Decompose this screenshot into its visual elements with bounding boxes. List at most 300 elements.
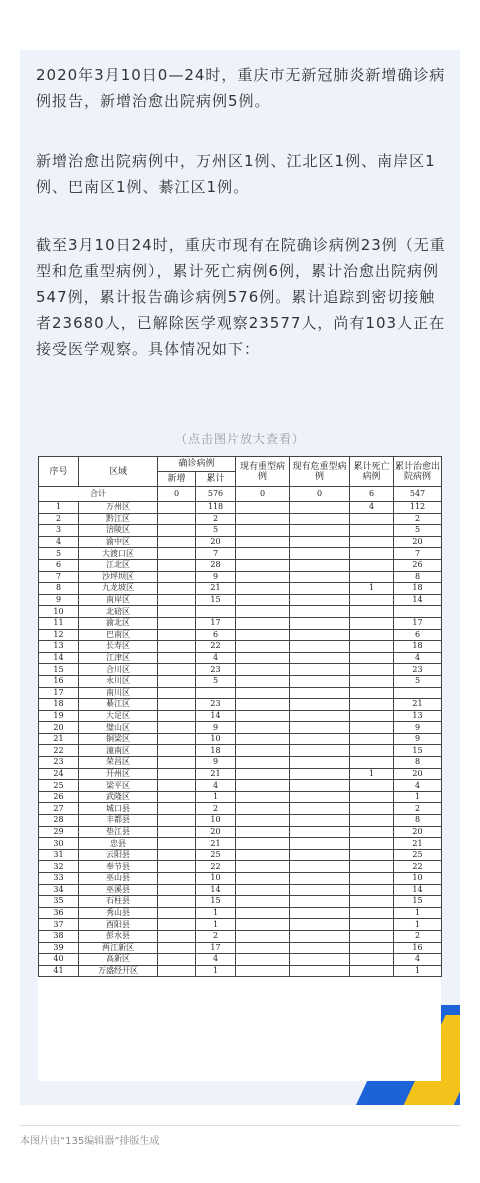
row-severe [236, 675, 290, 687]
row-district: 梁平区 [79, 780, 158, 792]
row-district: 江津区 [79, 652, 158, 664]
row-critical [290, 861, 350, 873]
row-death [350, 687, 394, 699]
total-death: 6 [350, 487, 394, 502]
table-row [39, 699, 442, 711]
row-cum: 17 [196, 942, 236, 954]
row-death [350, 675, 394, 687]
case-table-image[interactable] [38, 456, 441, 1081]
row-severe [236, 907, 290, 919]
row-cum: 2 [196, 930, 236, 942]
row-cum: 5 [196, 525, 236, 537]
table-row [39, 502, 442, 514]
row-severe [236, 942, 290, 954]
row-cum: 25 [196, 849, 236, 861]
row-new [158, 617, 196, 629]
row-new [158, 699, 196, 711]
row-cum: 1 [196, 965, 236, 977]
row-death [350, 571, 394, 583]
table-row [39, 745, 442, 757]
row-critical [290, 873, 350, 885]
row-no: 8 [39, 583, 79, 595]
row-cum: 15 [196, 594, 236, 606]
row-no: 21 [39, 733, 79, 745]
row-critical [290, 699, 350, 711]
row-death [350, 873, 394, 885]
table-row [39, 617, 442, 629]
header-death: 累计死亡病例 [350, 457, 394, 487]
row-no: 9 [39, 594, 79, 606]
row-critical [290, 757, 350, 769]
row-cured: 18 [394, 641, 442, 653]
row-critical [290, 513, 350, 525]
row-cured: 7 [394, 548, 442, 560]
row-critical [290, 849, 350, 861]
row-cum: 14 [196, 884, 236, 896]
row-severe [236, 571, 290, 583]
row-no: 36 [39, 907, 79, 919]
row-district: 渝北区 [79, 617, 158, 629]
row-cum: 1 [196, 907, 236, 919]
row-death: 1 [350, 768, 394, 780]
footer [20, 1125, 460, 1147]
row-new [158, 838, 196, 850]
row-district: 南岸区 [79, 594, 158, 606]
header-critical: 现有危重型病例 [290, 457, 350, 487]
row-death [350, 884, 394, 896]
row-district: 潼南区 [79, 745, 158, 757]
row-new [158, 525, 196, 537]
row-new [158, 733, 196, 745]
table-row [39, 722, 442, 734]
row-critical [290, 536, 350, 548]
row-cured: 15 [394, 896, 442, 908]
row-new [158, 954, 196, 966]
row-cured: 25 [394, 849, 442, 861]
row-severe [236, 838, 290, 850]
row-death: 4 [350, 502, 394, 514]
row-cum: 9 [196, 571, 236, 583]
row-cured: 16 [394, 942, 442, 954]
footer-credit: 本图片由“135编辑器”排版生成 [20, 1136, 160, 1147]
row-new [158, 768, 196, 780]
row-severe [236, 652, 290, 664]
row-new [158, 641, 196, 653]
row-severe [236, 826, 290, 838]
row-no: 15 [39, 664, 79, 676]
row-no: 6 [39, 559, 79, 571]
row-cum: 2 [196, 803, 236, 815]
row-new [158, 513, 196, 525]
row-district: 巫溪县 [79, 884, 158, 896]
row-severe [236, 536, 290, 548]
row-critical [290, 954, 350, 966]
row-death [350, 722, 394, 734]
row-no: 30 [39, 838, 79, 850]
row-cured: 21 [394, 699, 442, 711]
total-severe: 0 [236, 487, 290, 502]
row-cured: 9 [394, 733, 442, 745]
row-cum: 10 [196, 873, 236, 885]
row-district: 江北区 [79, 559, 158, 571]
row-severe [236, 757, 290, 769]
row-death [350, 907, 394, 919]
row-no: 27 [39, 803, 79, 815]
row-cured: 8 [394, 571, 442, 583]
paragraph-summary: 2020年3月10日0—24时，重庆市无新冠肺炎新增确诊病例报告，新增治愈出院病例5例。 [36, 66, 446, 110]
row-district: 巫山县 [79, 873, 158, 885]
row-death [350, 559, 394, 571]
table-row [39, 652, 442, 664]
table-row [39, 664, 442, 676]
total-row [39, 487, 442, 502]
row-cured [394, 606, 442, 618]
row-cum [196, 606, 236, 618]
row-death [350, 780, 394, 792]
row-death [350, 838, 394, 850]
row-severe [236, 896, 290, 908]
row-critical [290, 548, 350, 560]
row-cured: 1 [394, 965, 442, 977]
row-cum: 22 [196, 861, 236, 873]
table-row [39, 583, 442, 595]
row-new [158, 965, 196, 977]
row-severe [236, 780, 290, 792]
row-cum: 1 [196, 791, 236, 803]
row-cured: 22 [394, 861, 442, 873]
row-new [158, 873, 196, 885]
row-cured: 5 [394, 525, 442, 537]
row-death [350, 525, 394, 537]
row-severe [236, 815, 290, 827]
row-critical [290, 594, 350, 606]
table-row [39, 791, 442, 803]
row-cured: 2 [394, 803, 442, 815]
row-new [158, 757, 196, 769]
row-cum: 4 [196, 652, 236, 664]
row-death [350, 606, 394, 618]
row-severe [236, 710, 290, 722]
row-death [350, 896, 394, 908]
row-new [158, 826, 196, 838]
row-severe [236, 606, 290, 618]
table-row [39, 896, 442, 908]
row-new [158, 815, 196, 827]
row-no: 35 [39, 896, 79, 908]
row-no: 40 [39, 954, 79, 966]
row-cum: 7 [196, 548, 236, 560]
paragraph-cured-breakdown: 新增治愈出院病例中，万州区1例、江北区1例、南岸区1例、巴南区1例、綦江区1例。 [36, 152, 436, 196]
row-new [158, 675, 196, 687]
row-death [350, 710, 394, 722]
table-row [39, 548, 442, 560]
row-cured [394, 687, 442, 699]
row-district: 万州区 [79, 502, 158, 514]
row-critical [290, 791, 350, 803]
row-severe [236, 513, 290, 525]
row-no: 3 [39, 525, 79, 537]
row-death [350, 954, 394, 966]
row-no: 28 [39, 815, 79, 827]
row-new [158, 861, 196, 873]
table-row [39, 942, 442, 954]
row-district: 綦江区 [79, 699, 158, 711]
row-district: 永川区 [79, 675, 158, 687]
table-row [39, 733, 442, 745]
row-severe [236, 919, 290, 931]
row-severe [236, 722, 290, 734]
row-district: 武隆区 [79, 791, 158, 803]
row-district: 高新区 [79, 954, 158, 966]
table-row [39, 559, 442, 571]
row-cum: 14 [196, 710, 236, 722]
table-row [39, 536, 442, 548]
row-death [350, 664, 394, 676]
row-cured: 8 [394, 815, 442, 827]
row-no: 10 [39, 606, 79, 618]
row-district: 丰都县 [79, 815, 158, 827]
row-no: 37 [39, 919, 79, 931]
row-district: 荣昌区 [79, 757, 158, 769]
row-new [158, 652, 196, 664]
row-severe [236, 954, 290, 966]
row-cured: 26 [394, 559, 442, 571]
row-critical [290, 907, 350, 919]
row-new [158, 559, 196, 571]
row-severe [236, 873, 290, 885]
row-critical [290, 745, 350, 757]
row-no: 26 [39, 791, 79, 803]
total-label: 合计 [39, 487, 158, 502]
row-critical [290, 838, 350, 850]
row-critical [290, 919, 350, 931]
row-district: 涪陵区 [79, 525, 158, 537]
row-no: 2 [39, 513, 79, 525]
table-row [39, 641, 442, 653]
row-district: 垫江县 [79, 826, 158, 838]
row-no: 25 [39, 780, 79, 792]
row-critical [290, 942, 350, 954]
row-district: 铜梁区 [79, 733, 158, 745]
table-row [39, 594, 442, 606]
row-cured: 4 [394, 780, 442, 792]
row-severe [236, 930, 290, 942]
row-district: 沙坪坝区 [79, 571, 158, 583]
row-no: 31 [39, 849, 79, 861]
row-new [158, 849, 196, 861]
row-no: 7 [39, 571, 79, 583]
row-severe [236, 664, 290, 676]
row-new [158, 907, 196, 919]
row-critical [290, 965, 350, 977]
row-death [350, 942, 394, 954]
row-new [158, 884, 196, 896]
header-no: 序号 [39, 457, 79, 487]
header-cured: 累计治愈出院病例 [394, 457, 442, 487]
row-no: 39 [39, 942, 79, 954]
row-new [158, 594, 196, 606]
table-row [39, 930, 442, 942]
row-critical [290, 525, 350, 537]
row-cured: 17 [394, 617, 442, 629]
row-severe [236, 641, 290, 653]
row-district: 城口县 [79, 803, 158, 815]
table-row [39, 780, 442, 792]
table-row [39, 826, 442, 838]
table-row [39, 849, 442, 861]
row-no: 18 [39, 699, 79, 711]
row-critical [290, 826, 350, 838]
table-row [39, 606, 442, 618]
row-cum: 18 [196, 745, 236, 757]
row-death [350, 861, 394, 873]
row-cum: 10 [196, 733, 236, 745]
row-new [158, 919, 196, 931]
row-death [350, 548, 394, 560]
row-cum [196, 687, 236, 699]
row-cured: 4 [394, 954, 442, 966]
row-cum: 9 [196, 757, 236, 769]
row-cum: 23 [196, 664, 236, 676]
row-critical [290, 629, 350, 641]
total-cured: 547 [394, 487, 442, 502]
row-critical [290, 884, 350, 896]
table-row [39, 861, 442, 873]
row-cum: 5 [196, 675, 236, 687]
row-new [158, 710, 196, 722]
row-district: 合川区 [79, 664, 158, 676]
row-cured: 5 [394, 675, 442, 687]
row-cured: 10 [394, 873, 442, 885]
case-table [38, 456, 442, 977]
row-cum: 6 [196, 629, 236, 641]
row-cured: 8 [394, 757, 442, 769]
row-no: 17 [39, 687, 79, 699]
row-death [350, 826, 394, 838]
table-row [39, 884, 442, 896]
row-cum: 17 [196, 617, 236, 629]
row-district: 奉节县 [79, 861, 158, 873]
row-cum: 1 [196, 919, 236, 931]
row-severe [236, 745, 290, 757]
row-cum: 4 [196, 780, 236, 792]
row-death [350, 594, 394, 606]
table-row [39, 954, 442, 966]
row-new [158, 502, 196, 514]
row-district: 石柱县 [79, 896, 158, 908]
row-severe [236, 629, 290, 641]
table-row [39, 838, 442, 850]
row-no: 14 [39, 652, 79, 664]
table-row [39, 687, 442, 699]
table-row [39, 525, 442, 537]
row-no: 29 [39, 826, 79, 838]
row-severe [236, 803, 290, 815]
row-cured: 13 [394, 710, 442, 722]
row-district: 渝中区 [79, 536, 158, 548]
row-severe [236, 525, 290, 537]
row-critical [290, 559, 350, 571]
table-row [39, 965, 442, 977]
row-critical [290, 652, 350, 664]
row-district: 酉阳县 [79, 919, 158, 931]
row-death [350, 791, 394, 803]
row-cured: 21 [394, 838, 442, 850]
row-district: 大足区 [79, 710, 158, 722]
row-district: 长寿区 [79, 641, 158, 653]
row-district: 云阳县 [79, 849, 158, 861]
row-new [158, 687, 196, 699]
row-severe [236, 502, 290, 514]
table-row [39, 675, 442, 687]
row-death [350, 803, 394, 815]
row-cum: 10 [196, 815, 236, 827]
row-district: 忠县 [79, 838, 158, 850]
row-cured: 15 [394, 745, 442, 757]
row-cured: 2 [394, 930, 442, 942]
row-cum: 28 [196, 559, 236, 571]
header-new: 新增 [158, 472, 196, 487]
row-cured: 20 [394, 536, 442, 548]
row-cured: 1 [394, 791, 442, 803]
row-critical [290, 710, 350, 722]
table-row [39, 815, 442, 827]
row-no: 11 [39, 617, 79, 629]
row-severe [236, 849, 290, 861]
row-new [158, 548, 196, 560]
row-new [158, 745, 196, 757]
table-row [39, 629, 442, 641]
row-cum: 21 [196, 768, 236, 780]
row-death [350, 513, 394, 525]
row-new [158, 664, 196, 676]
row-district: 南川区 [79, 687, 158, 699]
row-cum: 2 [196, 513, 236, 525]
row-cum: 23 [196, 699, 236, 711]
header-cum: 累计 [196, 472, 236, 487]
table-row [39, 919, 442, 931]
row-new [158, 780, 196, 792]
row-severe [236, 699, 290, 711]
row-no: 22 [39, 745, 79, 757]
row-severe [236, 768, 290, 780]
row-death [350, 536, 394, 548]
row-severe [236, 884, 290, 896]
row-cured: 1 [394, 919, 442, 931]
row-cum: 22 [196, 641, 236, 653]
row-death [350, 849, 394, 861]
row-cured: 18 [394, 583, 442, 595]
row-death [350, 617, 394, 629]
table-row [39, 768, 442, 780]
image-caption[interactable]: （点击图片放大查看） [174, 432, 305, 446]
row-critical [290, 606, 350, 618]
row-death [350, 965, 394, 977]
row-death [350, 641, 394, 653]
row-cum: 15 [196, 896, 236, 908]
row-severe [236, 583, 290, 595]
row-critical [290, 768, 350, 780]
table-row [39, 513, 442, 525]
row-death [350, 699, 394, 711]
row-cured: 23 [394, 664, 442, 676]
row-new [158, 942, 196, 954]
row-no: 4 [39, 536, 79, 548]
row-cum: 21 [196, 583, 236, 595]
row-severe [236, 548, 290, 560]
header-confirmed: 确诊病例 [158, 457, 236, 472]
row-cured: 112 [394, 502, 442, 514]
